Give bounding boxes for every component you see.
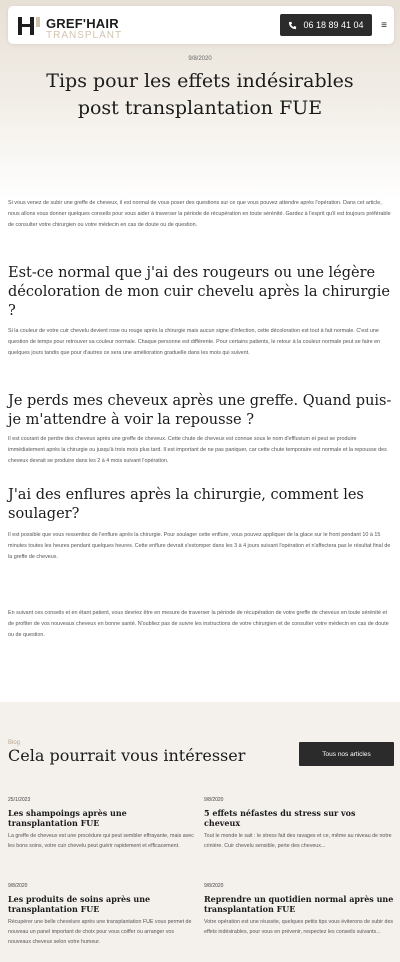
logo-subtitle: TRANSPLANT: [46, 30, 123, 41]
card-date: 9/8/2020: [204, 883, 224, 889]
card-title[interactable]: Les shampoings après une transplantation FUE: [8, 808, 127, 828]
blog-tag: Blog: [8, 740, 21, 746]
card-excerpt: Récupérer une belle chevelure après une transplantation FUE vous permet de nouveau un panel important de choix pour vous coiffer ou arranger vos nouveaux cheveux selon votre humeur.: [8, 919, 192, 945]
phone-number: 06 18 89 41 04: [303, 20, 364, 30]
article-card[interactable]: [8, 797, 198, 851]
card-excerpt: La greffe de cheveux est une procédure qui peut sembler effrayante, mais avec les bons soins, votre cuir chevelu peut guérir rapidement et efficacement.: [8, 833, 194, 849]
article-card[interactable]: [8, 883, 198, 947]
article-card[interactable]: [204, 883, 394, 937]
menu-icon: ≡: [381, 19, 387, 31]
card-title[interactable]: Les produits de soins après une transplantation FUE: [8, 894, 151, 914]
section-heading-3: J'ai des enflures après la chirurgie, comment les soulager?: [8, 487, 364, 522]
related-title: Cela pourrait vous intéresser: [8, 746, 246, 765]
page-title: Tips pour les effets indésirables post transplantation FUE: [46, 70, 354, 119]
post-date: 9/8/2020: [188, 56, 212, 62]
section-heading-2: Je perds mes cheveux après une greffe. Quand puis-je m'attendre à voir la repousse ?: [8, 393, 392, 428]
card-excerpt: Votre opération est une réussite, quelques petits tips vous éviterons de subir des effets indésirables, pour vous en prévenir, respectez les conseils suivants...: [204, 919, 394, 935]
site-header: [8, 6, 394, 44]
card-title[interactable]: Reprendre un quotidien normal après une transplantation FUE: [204, 894, 394, 914]
card-date: 25/1/2023: [8, 797, 31, 803]
section-heading-1: Est-ce normal que j'ai des rougeurs ou une légère décoloration de mon cuir chevelu après la chirurgie ?: [8, 265, 390, 319]
phone-icon: [288, 21, 297, 30]
section-body-3: Il est possible que vous ressentiez de l'enflure après la chirurgie. Pour soulager cette enflure, vous pouvez appliquer de la glace sur le front pendant 10 à 15 minutes toutes les heures pendant quelques heures. Cette enflure devrait s'estomper dans les 3 à 4 jours suivant l'opération et n'affectera pas le résultat final de la greffe de cheveux.: [8, 532, 391, 560]
intro-paragraph: Si vous venez de subir une greffe de cheveux, il est normal de vous poser des questions sur ce que vous pouvez attendre après l'opération. Dans cet article, nous allons vous donner quelques conseils pour vous aider à traverser la période de récupération en toute sérénité. Gardez à l'esprit qu'il est toujours préférable de consulter votre chirurgien ou votre médecin en cas de doute ou de question.: [8, 200, 391, 228]
logo-name[interactable]: GREF'HAIR: [46, 16, 119, 31]
card-date: 9/8/2020: [8, 883, 28, 889]
card-date: 9/8/2020: [204, 797, 224, 803]
section-body-1: Si la couleur de votre cuir chevelu devient rose ou rouge après la chirurgie mais aucun signe d'infection, cette décoloration est tout à fait normale. C'est une question de temps pour retrouver sa couleur normale. Chaque personne est différente. Pour certains patients, le retour à la couleur normale peut se faire en quelques jours tandis que pour d'autres ce sera une amélioration graduelle dans les mois qui suivent.: [8, 328, 381, 356]
conclusion-paragraph: En suivant ces conseils et en étant patient, vous devriez être en mesure de traverser la période de récupération de votre greffe de cheveux en toute sérénité et de profiter de vos nouveaux cheveux en bonne santé. N'oubliez pas de suivre les instructions de votre chirurgien et de consulter votre médecin en cas de doute ou de question.: [8, 610, 389, 638]
article-card[interactable]: [204, 797, 394, 851]
menu-button[interactable]: [374, 16, 394, 34]
card-excerpt: Tout le monde le sait : le stress fait des ravages et ce, même au niveau de notre crinière. Cuir chevelu sensible, perte des cheveux...: [204, 833, 392, 849]
phone-button[interactable]: [280, 14, 372, 36]
logo-h-icon[interactable]: [16, 16, 42, 36]
all-articles-button[interactable]: Tous nos articles: [299, 742, 394, 766]
card-title[interactable]: 5 effets néfastes du stress sur vos cheveux: [204, 808, 356, 828]
section-body-2: Il est courant de perdre des cheveux après une greffe de cheveux. Cette chute de cheveux est connue sous le nom d'effluvium et peut se produire immédiatement après la chirurgie ou jusqu'à trois mois plus tard. Il est important de ne pas paniquer, car cette chute temporaire est normale et la repousse des cheveux devrait se produire dans les 2 à 4 mois suivant l'opération.: [8, 436, 387, 464]
